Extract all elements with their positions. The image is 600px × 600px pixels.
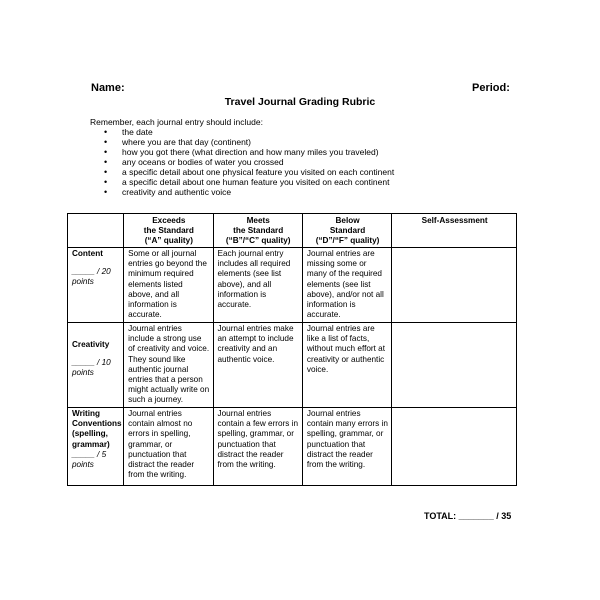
table-row: [68, 323, 517, 408]
page-title: Travel Journal Grading Rubric: [224, 96, 376, 108]
self-assessment-cell[interactable]: [392, 323, 517, 408]
list-item: • where you are that day (continent): [104, 137, 394, 147]
requirements-list: [104, 127, 394, 197]
meets-cell: Journal entries contain a few errors in spelling, grammar, or punctuation that distract the reader from the writing.: [213, 408, 302, 486]
header-exceeds: Exceeds the Standard (“A” quality): [124, 214, 213, 248]
list-item: • creativity and authentic voice: [104, 187, 394, 197]
list-item: • a specific detail about one human feature you visited on each continent: [104, 177, 394, 187]
list-item: • how you got there (what direction and how many miles you traveled): [104, 147, 394, 157]
table-row: [68, 408, 517, 486]
category-score: _____ / 20 points: [72, 267, 111, 287]
list-item: • a specific detail about one physical feature you visited on each continent: [104, 167, 394, 177]
name-label: Name:: [91, 82, 125, 94]
category-score: _____ / 5 points: [72, 449, 107, 469]
category-score: _____ / 10 points: [72, 358, 111, 378]
header-self-assessment: Self-Assessment: [392, 214, 517, 248]
below-cell: Journal entries are missing some or many of the required elements (see list above), and/or not all information is accurate.: [302, 248, 391, 323]
category-cell: [68, 408, 124, 486]
below-cell: Journal entries contain many errors in spelling, grammar, or punctuation that distract the reader from the writing.: [302, 408, 391, 486]
table-header-row: [68, 214, 517, 248]
total-score: TOTAL: _______ / 35: [424, 511, 512, 521]
exceeds-cell: Some or all journal entries go beyond the minimum required elements listed above, and all information is accurate.: [124, 248, 213, 323]
meets-cell: Journal entries make an attempt to include creativity and an authentic voice.: [213, 323, 302, 408]
table-row: [68, 248, 517, 323]
exceeds-cell: Journal entries include a strong use of creativity and voice. They sound like authentic journal entries that a person might actually write on such a journey.: [124, 323, 213, 408]
list-item: • the date: [104, 127, 394, 137]
period-label: Period:: [472, 82, 510, 94]
header-meets: Meets the Standard (“B”/“C” quality): [213, 214, 302, 248]
meets-cell: Each journal entry includes all required elements (see list above), and all information is accurate.: [213, 248, 302, 323]
list-item: • any oceans or bodies of water you crossed: [104, 157, 394, 167]
exceeds-cell: Journal entries contain almost no errors in spelling, grammar, or punctuation that distract the reader from the writing.: [124, 408, 213, 486]
category-name: Content: [72, 249, 103, 259]
header-below: Below Standard (“D”/“F” quality): [302, 214, 391, 248]
category-name: Writing Conventions (spelling, grammar): [72, 409, 122, 449]
category-cell: [68, 248, 124, 323]
category-name: Creativity: [72, 340, 110, 350]
header-cell-empty: [68, 214, 124, 248]
self-assessment-cell[interactable]: [392, 248, 517, 323]
self-assessment-cell[interactable]: [392, 408, 517, 486]
rubric-table: [67, 213, 517, 486]
intro-text: Remember, each journal entry should include:: [90, 117, 263, 127]
category-cell: [68, 323, 124, 408]
below-cell: Journal entries are like a list of facts, without much effort at creativity or authentic voice.: [302, 323, 391, 408]
